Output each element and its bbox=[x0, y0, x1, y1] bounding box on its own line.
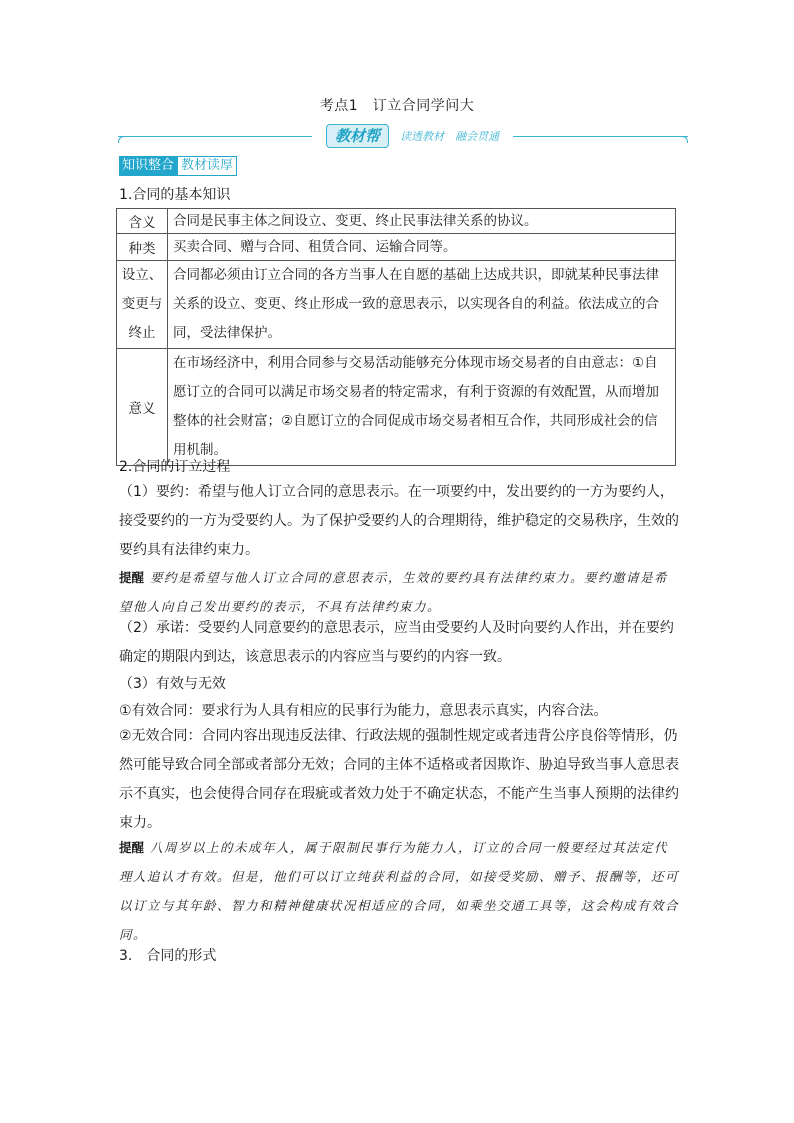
tip-text: 要约是希望与他人订立合同的意思表示，生效的要约具有法律约束力。要约邀请是希望他人向自己发出要约的表示，不具有法律约束力。 bbox=[119, 570, 669, 614]
tip-minor bbox=[119, 833, 679, 949]
banner-right-cap bbox=[679, 136, 688, 143]
tip-label: 提醒 bbox=[119, 840, 145, 855]
basic-knowledge-table bbox=[116, 208, 676, 466]
paragraph-valid-contract: ①有效合同：要求行为人具有相应的民事行为能力，意思表示真实，内容合法。 bbox=[119, 703, 608, 719]
tag-textbook: 教材读厚 bbox=[177, 156, 237, 176]
paragraph-offer: （1）要约：希望与他人订立合同的意思表示。在一项要约中，发出要约的一方为要约人，接受要约的一方为受要约人。为了保护受要约人的合理期待，维护稳定的交易秩序，生效的要约具有法律约束力。 bbox=[119, 484, 679, 558]
section-banner bbox=[118, 124, 688, 152]
banner-badge bbox=[312, 124, 513, 148]
row-key: 设立、变更与终止 bbox=[117, 261, 168, 349]
table-row bbox=[117, 209, 676, 234]
section2-heading: 2.合同的订立过程 bbox=[119, 459, 231, 475]
row-key: 种类 bbox=[117, 234, 168, 261]
page-title: 考点1 订立合同学问大 bbox=[319, 98, 475, 114]
row-value: 合同是民事主体之间设立、变更、终止民事法律关系的协议。 bbox=[168, 209, 676, 234]
row-value: 在市场经济中，利用合同参与交易活动能够充分体现市场交易者的自由意志：①自愿订立的合同可以满足市场交易者的特定需求，有利于资源的有效配置，从而增加整体的社会财富；②自愿订立的合同促成市场交易者相互合作，共同形成社会的信用机制。 bbox=[168, 349, 676, 466]
table-row bbox=[117, 234, 676, 261]
section3-heading: 3. 合同的形式 bbox=[119, 948, 217, 964]
table-row bbox=[117, 349, 676, 466]
row-value: 合同都必须由订立合同的各方当事人在自愿的基础上达成共识，即就某种民事法律关系的设立、变更、终止形成一致的意思表示，以实现各自的利益。依法成立的合同，受法律保护。 bbox=[168, 261, 676, 349]
tip-text: 八周岁以上的未成年人，属于限制民事行为能力人，订立的合同一般要经过其法定代理人追认才有效。但是，他们可以订立纯获利益的合同，如接受奖励、赠予、报酬等，还可以订立与其年龄、智力和精神健康状况相适应的合同，如乘坐交通工具等，这会构成有效合同。 bbox=[119, 840, 680, 942]
row-value: 买卖合同、赠与合同、租赁合同、运输合同等。 bbox=[168, 234, 676, 261]
tag-bar bbox=[119, 156, 237, 176]
banner-sub-label: 读透教材 融会贯通 bbox=[400, 130, 500, 143]
row-key: 意义 bbox=[117, 349, 168, 466]
paragraph-acceptance: （2）承诺：受要约人同意要约的意思表示，应当由受要约人及时向要约人作出，并在要约确定的期限内到达，该意思表示的内容应当与要约的内容一致。 bbox=[119, 620, 674, 665]
banner-left-cap bbox=[118, 136, 127, 143]
tag-knowledge: 知识整合 bbox=[119, 156, 177, 176]
banner-main-label: 教材帮 bbox=[326, 124, 389, 148]
table-row bbox=[117, 261, 676, 349]
tip-offer bbox=[119, 563, 679, 621]
paragraph-validity-heading: （3）有效与无效 bbox=[119, 676, 226, 692]
tip-label: 提醒 bbox=[119, 570, 145, 585]
row-key: 含义 bbox=[117, 209, 168, 234]
section1-heading: 1.合同的基本知识 bbox=[119, 187, 231, 203]
paragraph-invalid-contract: ②无效合同：合同内容出现违反法律、行政法规的强制性规定或者违背公序良俗等情形，仍然可能导致合同全部或者部分无效；合同的主体不适格或者因欺诈、胁迫导致当事人意思表示不真实，也会使得合同存在瑕疵或者效力处于不确定状态，不能产生当事人预期的法律约束力。 bbox=[119, 728, 679, 831]
